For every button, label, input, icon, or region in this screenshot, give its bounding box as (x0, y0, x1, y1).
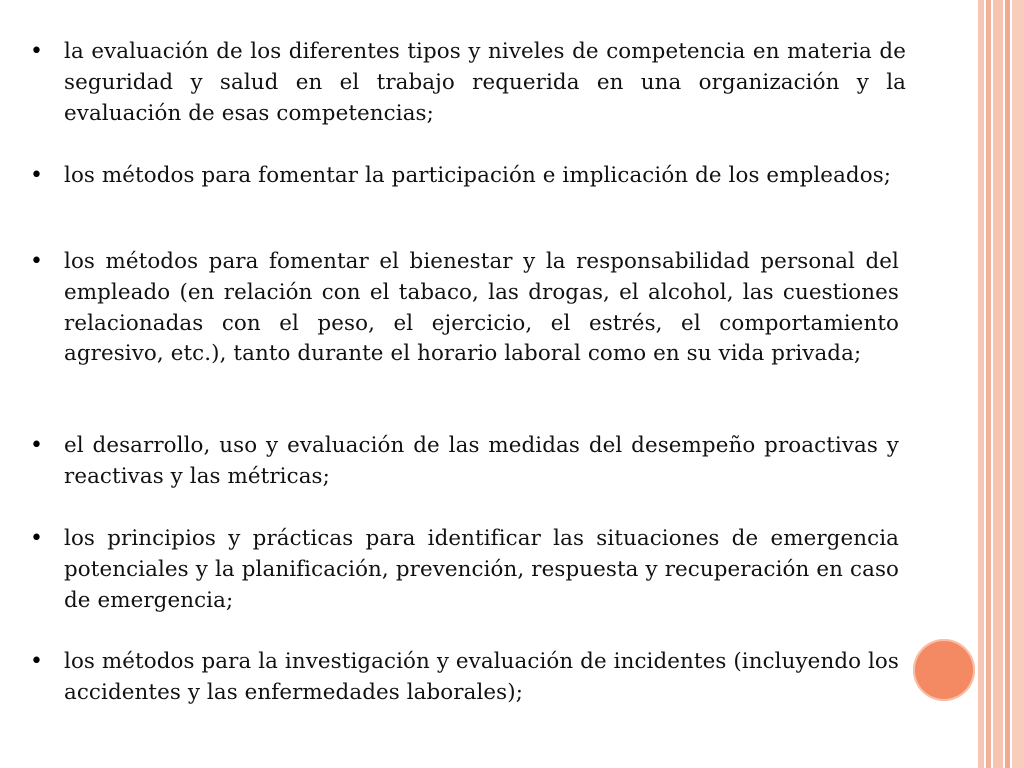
bullet-item-performance-measures (28, 431, 900, 493)
bullet-text: los métodos para fomentar la participación e implicación de los empleados; (64, 163, 892, 188)
bullet-marker: • (30, 526, 43, 551)
bullet-list (28, 0, 908, 768)
decorative-stripe (986, 0, 991, 768)
decorative-stripe (993, 0, 1003, 768)
accent-circle (913, 639, 975, 701)
bullet-item-employee-wellbeing (28, 247, 900, 370)
bullet-marker: • (30, 39, 43, 64)
bullet-text: los métodos para fomentar el bienestar y la responsabilidad personal del empleado (en relación con el tabaco, las drogas, el alcohol, las cuestiones relacionadas con el peso, el ejercicio, el estrés, el comportamiento agresivo, etc.), tanto durante el horario laboral como en su vida privada; (64, 249, 899, 367)
bullet-item-incident-investigation (28, 647, 900, 709)
bullet-text: los métodos para la investigación y evaluación de incidentes (incluyendo los accidentes y las enfermedades laborales); (64, 649, 899, 705)
bullet-text: los principios y prácticas para identificar las situaciones de emergencia potenciales y la planificación, prevención, respuesta y recuperación en caso de emergencia; (64, 526, 899, 613)
decorative-stripe (1012, 0, 1024, 768)
bullet-item-competence-evaluation (28, 37, 906, 129)
decorative-stripe (978, 0, 984, 768)
bullet-marker: • (30, 163, 43, 188)
decorative-stripe (1005, 0, 1010, 768)
bullet-item-emergency-situations (28, 524, 900, 616)
bullet-item-employee-participation (28, 161, 906, 192)
bullet-marker: • (30, 649, 43, 674)
bullet-marker: • (30, 433, 43, 458)
bullet-text: el desarrollo, uso y evaluación de las medidas del desempeño proactivas y reactivas y las métricas; (64, 433, 899, 489)
bullet-text: la evaluación de los diferentes tipos y niveles de competencia en materia de seguridad y salud en el trabajo requerida en una organización y la evaluación de esas competencias; (64, 39, 906, 126)
bullet-marker: • (30, 249, 43, 274)
